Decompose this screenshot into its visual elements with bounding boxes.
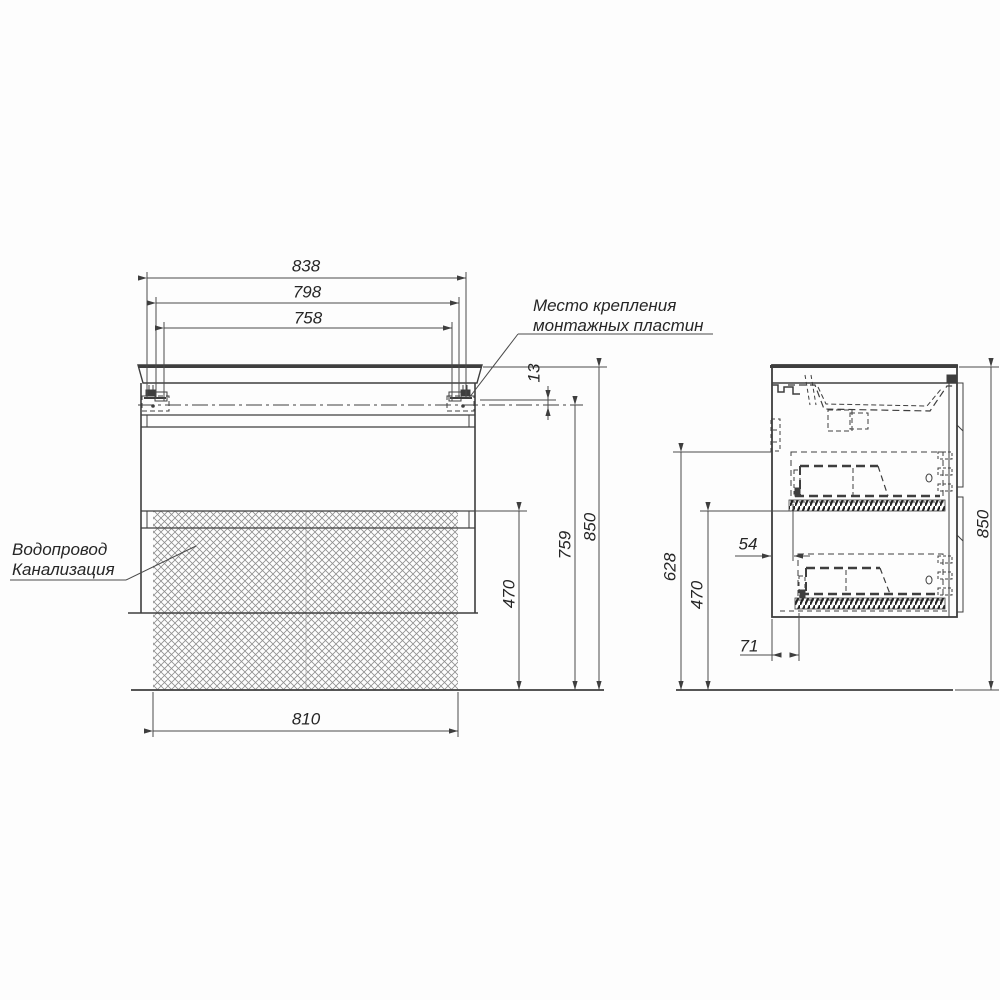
dim-front-width-top: 838 <box>291 256 321 276</box>
side-view-drawing <box>676 365 963 690</box>
plumbing-label <box>12 540 115 580</box>
dim-front-total-height: 850 <box>580 512 600 542</box>
dim-side-total-height: 850 <box>973 509 993 539</box>
front-countertop <box>138 365 482 383</box>
lower-drawer-hidden <box>780 554 952 611</box>
mounting-plates-label <box>533 296 704 336</box>
plumbing-label-line2: Канализация <box>12 560 115 579</box>
side-dimensions <box>673 367 999 690</box>
dim-side-back-gap-bottom: 71 <box>739 636 759 656</box>
dim-side-pipe-zone-height: 470 <box>687 580 707 610</box>
dim-front-width-mid: 798 <box>292 282 322 302</box>
dim-plate-offset: 13 <box>524 363 544 383</box>
dim-front-pipe-zone-height: 470 <box>499 579 519 609</box>
dim-side-back-gap-top: 54 <box>738 534 758 554</box>
upper-drawer-hidden <box>789 452 952 511</box>
mounting-plate-right <box>447 385 474 411</box>
mounting-plates-label-line2: монтажных пластин <box>533 316 704 335</box>
dim-side-inner-height: 628 <box>660 552 680 582</box>
side-countertop <box>770 367 958 384</box>
drawer-front-panels <box>957 383 963 612</box>
dim-front-mount-height: 759 <box>555 530 575 560</box>
front-view-drawing <box>128 365 604 690</box>
mounting-plates-label-line1: Место крепления <box>533 296 677 315</box>
dim-front-width-inner: 758 <box>293 308 323 328</box>
sink-basin-hidden <box>788 385 955 431</box>
dim-front-width-bottom: 810 <box>291 709 321 729</box>
mounting-label-leader <box>469 334 713 398</box>
pipe-zone-hatch <box>153 511 458 690</box>
wall-bracket <box>772 375 816 405</box>
plumbing-label-line1: Водопровод <box>12 540 108 559</box>
